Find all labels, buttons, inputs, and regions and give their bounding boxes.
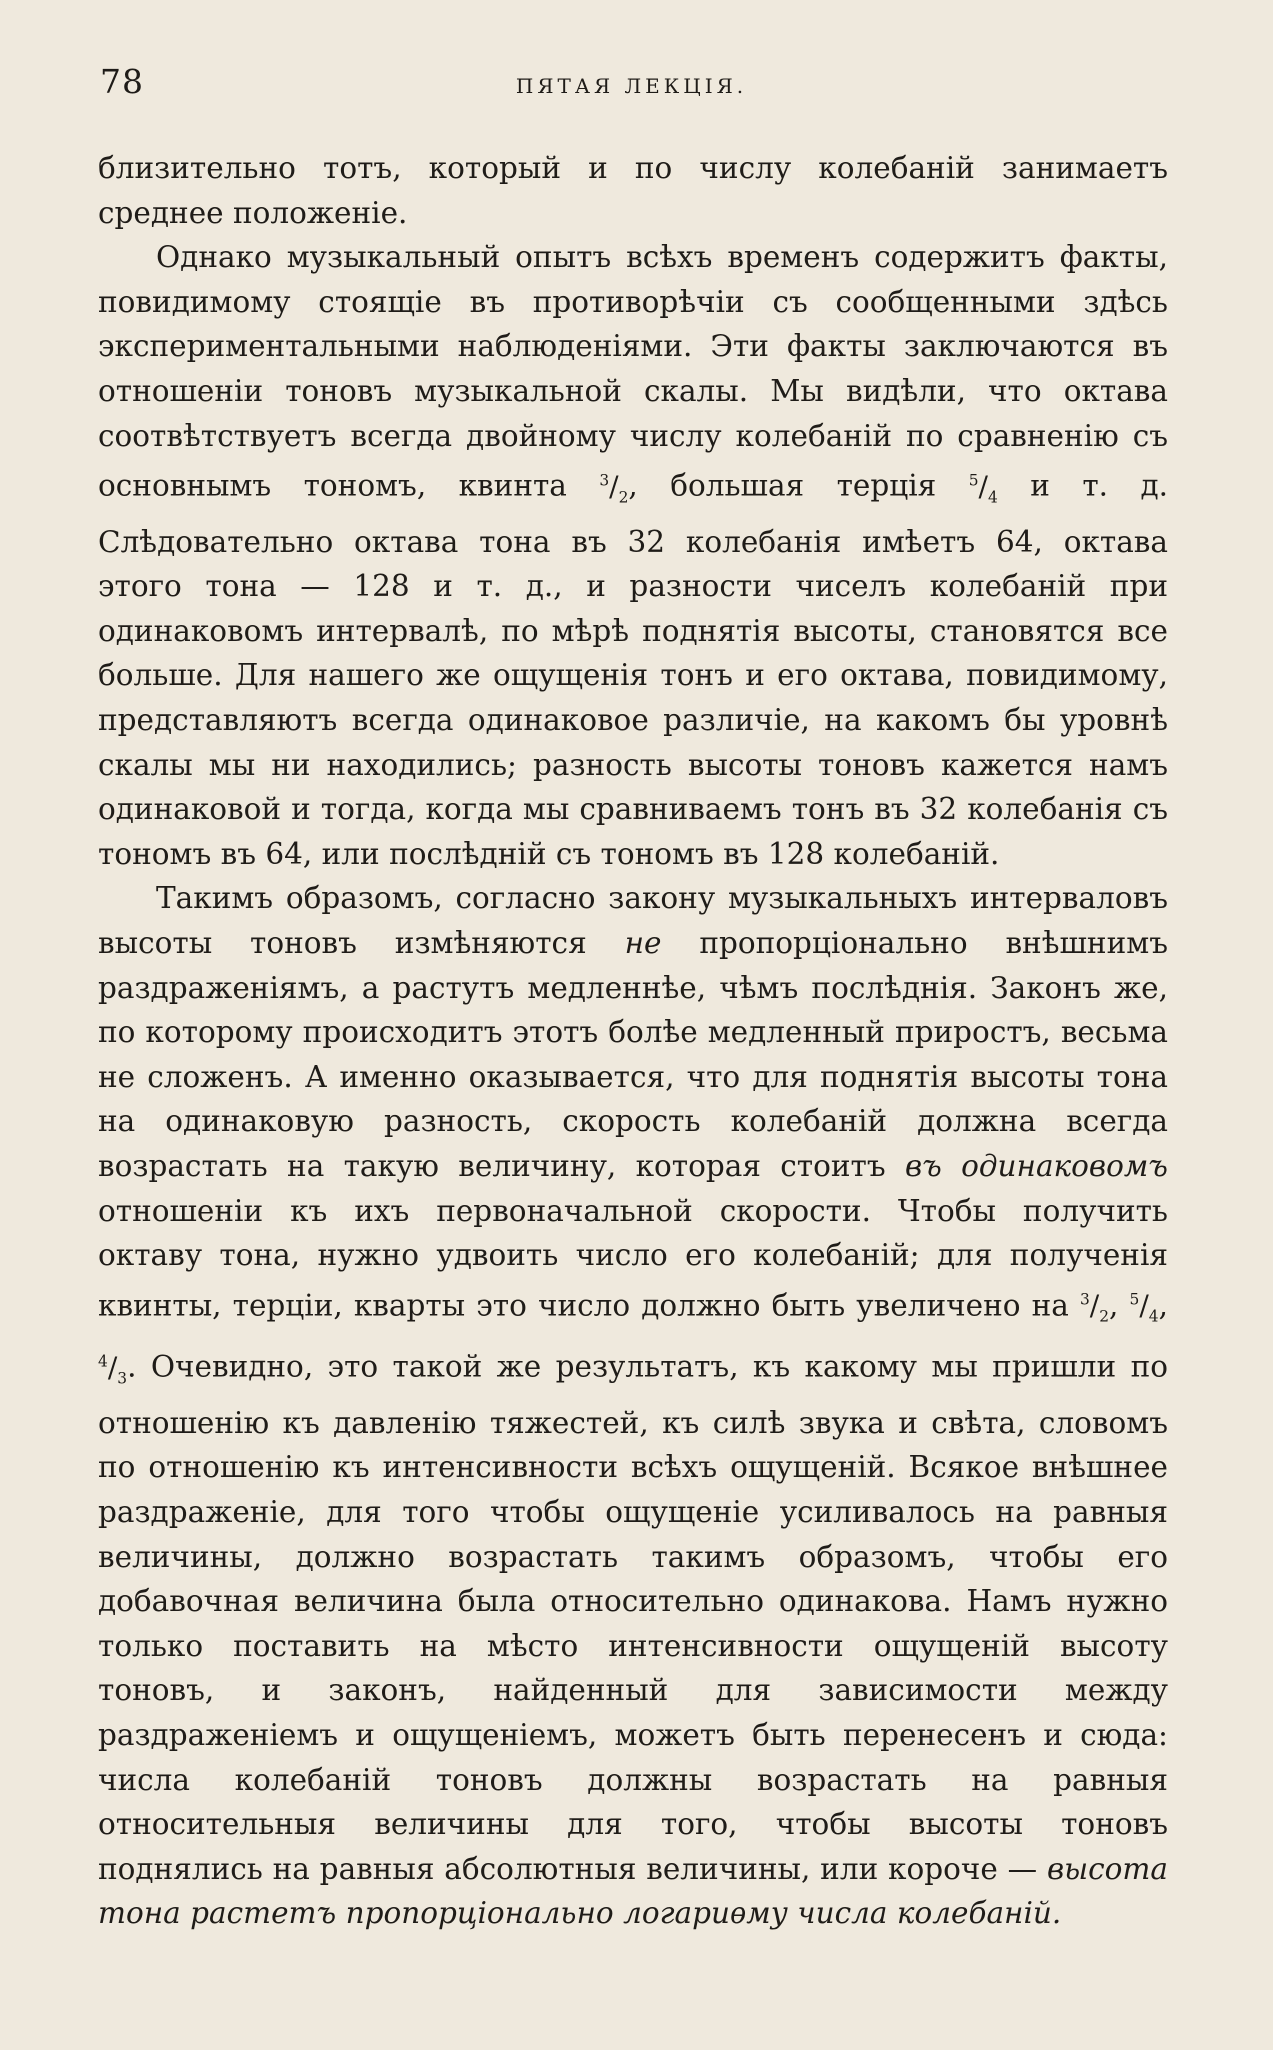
paragraph-1 — [98, 146, 1168, 235]
paragraph-2 — [98, 235, 1168, 876]
page-header — [98, 62, 1165, 112]
fraction-denominator: 4 — [987, 488, 998, 507]
paragraph-2-part-b: , большая терція — [628, 468, 937, 503]
emphasis-conclusion: высота тона растетъ пропорціонально логариѳму числа колебаній. — [98, 1851, 1168, 1931]
fraction-numerator: 3 — [599, 471, 610, 490]
fraction-numerator: 3 — [1079, 1290, 1090, 1309]
fraction-three-halves: $^3/_2$ — [599, 469, 629, 507]
paragraph-3-part-b: пропорціонально внѣшнимъ раздраженіямъ, а растутъ медленнѣе, чѣмъ послѣднія. Законъ же, по которому происходитъ этотъ болѣе медленный приростъ, весьма не сложенъ. А именно оказывается, что для поднятія высоты тона на одинаковую разность, скорость колебаній должна всегда возрастать на такую величину, которая стоитъ — [98, 926, 1168, 1183]
fraction-denominator: 2 — [618, 488, 629, 507]
fraction-denominator: 3 — [117, 1369, 128, 1388]
running-title: ПЯТАЯ ЛЕКЦІЯ. — [515, 74, 748, 98]
fraction-numerator: 5 — [968, 471, 979, 490]
paragraph-3: Такимъ образомъ, согласно закону музыкальныхъ интерваловъ высоты тоновъ измѣняются не пропорціонально внѣшнимъ раздраженіямъ, а растутъ медленнѣе, чѣмъ послѣднія. Законъ же, по которому происходитъ этотъ болѣе медленный приростъ, весьма не сложенъ. А именно оказывается, что для поднятія высоты тона на одинаковую разность, скорость колебаній должна всегда возрастать на такую величину, которая стоитъ въ одинаковомъ отношеніи къ ихъ первоначальной скорости. Чтобы получить октаву тона, нужно удвоить число его колебаній; для полученія квинты, терціи, кварты это число должно быть увеличено на $^3/_2$, $^5/_4$, $^4/_3$. Очевидно, это такой же результатъ, къ какому мы пришли по отношенію къ давленію тяжестей, къ силѣ звука и свѣта, словомъ по отношенію къ интенсивности всѣхъ ощущеній. Всякое внѣшнее раздраженіе, для того чтобы ощущеніе усиливалось на равныя величины, должно возрастать такимъ образомъ, чтобы его добавочная величина была относительно одинакова. Намъ нужно только поставить на мѣсто интенсивности ощущеній высоту тоновъ, и законъ, найденный для зависимости между раздраженіемъ и ощущеніемъ, можетъ быть перенесенъ и сюда: числа колебаній тоновъ должны возрастать на равныя относительныя величины для того, чтобы высоты тоновъ поднялись на равныя абсолютныя величины, или короче — высота тона растетъ пропорціонально логариѳму числа колебаній. — [98, 881, 1168, 1931]
emphasis-ne: не — [624, 926, 662, 961]
fraction-five-quarters: $^5/_4$ — [968, 469, 998, 507]
fraction-numerator: 4 — [98, 1352, 108, 1371]
page-number: 78 — [100, 62, 144, 101]
paragraph-2-part-a: Однако музыкальный опытъ всѣхъ временъ содержитъ факты, повидимому стоящіе въ противорѣчіи съ сообщенными здѣсь экспериментальными наблюденіями. Эти факты заключаются въ отношеніи тоновъ музыкальной скалы. Мы видѣли, что октава соотвѣтствуетъ всегда двойному числу колебаній по сравненію съ основнымъ тономъ, квинта — [98, 240, 1168, 503]
fraction-denominator: 2 — [1099, 1307, 1110, 1326]
paragraph-3-part-a: Такимъ образомъ, согласно закону музыкальныхъ интерваловъ высоты тоновъ измѣняются — [98, 881, 1168, 961]
fraction-numerator: 5 — [1129, 1290, 1140, 1309]
fraction-five-quarters: $^5/_4$ — [1129, 1289, 1159, 1326]
paragraph-3-part-d: . Очевидно, это такой же результатъ, къ какому мы пришли по отношенію къ давленію тяжестей, къ силѣ звука и свѣта, словомъ по отношенію къ интенсивности всѣхъ ощущеній. Всякое внѣшнее раздраженіе, для того чтобы ощущеніе усиливалось на равныя величины, должно возрастать такимъ образомъ, чтобы его добавочная величина была относительно одинакова. Намъ нужно только поставить на мѣсто интенсивности ощущеній высоту тоновъ, и законъ, найденный для зависимости между раздраженіемъ и ощущеніемъ, можетъ быть перенесенъ и сюда: числа колебаній тоновъ должны возрастать на равныя относительныя величины для того, чтобы высоты тоновъ поднялись на равныя абсолютныя величины, или короче — — [98, 1349, 1168, 1886]
paragraph-3-part-c: отношеніи къ ихъ первоначальной скорости. Чтобы получить октаву тона, нужно удвоить число его колебаній; для полученія квинты, терціи, кварты это число должно быть увеличено на — [98, 1193, 1168, 1323]
paragraph-1-text: близительно тотъ, который и по числу колебаній занимаетъ среднее положеніе. — [98, 151, 1168, 230]
body-text — [98, 146, 1168, 1936]
emphasis-same-ratio: въ одинаковомъ — [904, 1149, 1168, 1183]
fraction-four-thirds: $^4/_3$ — [98, 1350, 128, 1388]
fraction-denominator: 4 — [1148, 1307, 1159, 1326]
paragraph-2-part-c: и т. д. Слѣдовательно октава тона въ 32 колебанія имѣетъ 64, октава этого тона — 128 и т. д., и разности чиселъ колебаній при одинаковомъ интервалѣ, по мѣрѣ поднятія высоты, становятся все больше. Для нашего же ощущенія тонъ и его октава, повидимому, представляютъ всегда одинаковое различіе, на какомъ бы уровнѣ скалы мы ни находились; разность высоты тоновъ кажется намъ одинаковой и тогда, когда мы сравниваемъ тонъ въ 32 колебанія съ тономъ въ 64, или послѣдній съ тономъ въ 128 колебаній. — [98, 468, 1168, 871]
fraction-three-halves: $^3/_2$ — [1079, 1289, 1110, 1326]
